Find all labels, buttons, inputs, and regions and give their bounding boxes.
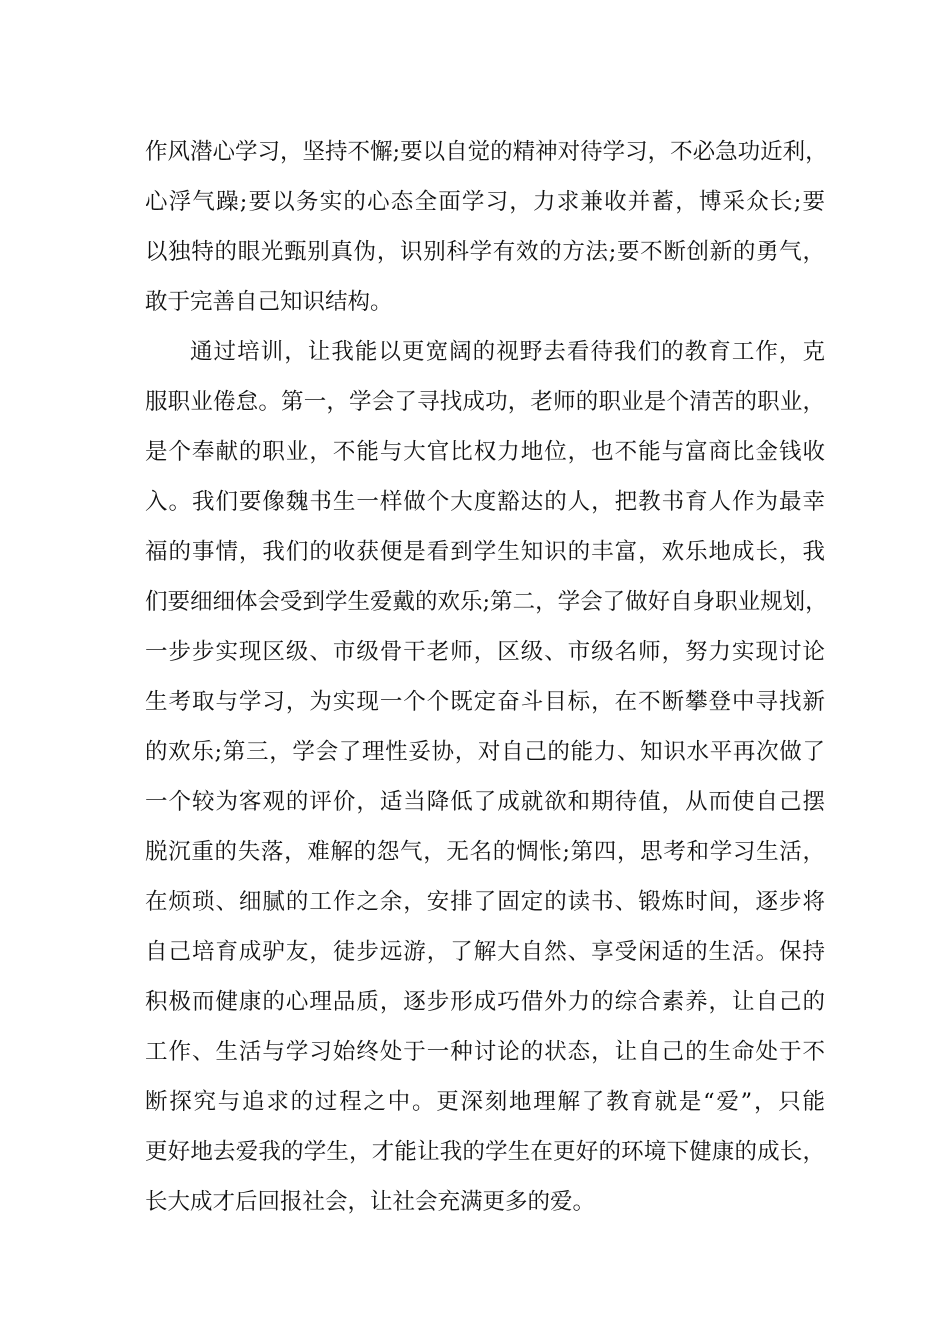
paragraph-1-line-4: 敢于完善自己知识结构。 <box>145 289 393 315</box>
paragraph-2-line-12: 在烦琐、细腻的工作之余，安排了固定的读书、锻炼时间，逐步将 <box>145 889 825 915</box>
paragraph-2-line-8: 生考取与学习，为实现一个个既定奋斗目标，在不断攀登中寻找新 <box>145 689 825 715</box>
paragraph-2-line-1: 通过培训，让我能以更宽阔的视野去看待我们的教育工作，克 <box>190 339 825 365</box>
paragraph-1-line-3: 以独特的眼光甄别真伪，识别科学有效的方法;要不断创新的勇气， <box>145 239 825 265</box>
paragraph-2-line-11: 脱沉重的失落，难解的怨气，无名的惆怅;第四，思考和学习生活， <box>145 839 825 865</box>
paragraph-2-line-13: 自己培育成驴友，徒步远游，了解大自然、享受闲适的生活。保持 <box>145 939 825 965</box>
paragraph-1-line-1: 作风潜心学习，坚持不懈;要以自觉的精神对待学习，不必急功近利， <box>145 139 828 165</box>
paragraph-2-line-18: 长大成才后回报社会，让社会充满更多的爱。 <box>145 1189 596 1215</box>
paragraph-2-line-9: 的欢乐;第三，学会了理性妥协，对自己的能力、知识水平再次做了 <box>145 739 825 765</box>
paragraph-1-line-2: 心浮气躁;要以务实的心态全面学习，力求兼收并蓄，博采众长;要 <box>145 189 825 215</box>
paragraph-2-line-7: 一步步实现区级、市级骨干老师，区级、市级名师，努力实现讨论 <box>145 639 825 665</box>
paragraph-2-line-16: 断探究与追求的过程之中。更深刻地理解了教育就是“爱”，只能 <box>145 1089 825 1115</box>
paragraph-2-line-17: 更好地去爱我的学生，才能让我的学生在更好的环境下健康的成长， <box>145 1139 825 1165</box>
paragraph-2-line-15: 工作、生活与学习始终处于一种讨论的状态，让自己的生命处于不 <box>145 1039 825 1065</box>
paragraph-2-line-10: 一个较为客观的评价，适当降低了成就欲和期待值，从而使自己摆 <box>145 789 825 815</box>
paragraph-2-line-4: 入。我们要像魏书生一样做个大度豁达的人，把教书育人作为最幸 <box>145 489 825 515</box>
paragraph-2-line-5: 福的事情，我们的收获便是看到学生知识的丰富，欢乐地成长，我 <box>145 539 825 565</box>
paragraph-2-line-6: 们要细细体会受到学生爱戴的欢乐;第二，学会了做好自身职业规划， <box>145 589 828 615</box>
paragraph-2-line-3: 是个奉献的职业，不能与大官比权力地位，也不能与富商比金钱收 <box>145 439 825 465</box>
paragraph-2-line-2: 服职业倦怠。第一，学会了寻找成功，老师的职业是个清苦的职业， <box>145 389 825 415</box>
paragraph-2-line-14: 积极而健康的心理品质，逐步形成巧借外力的综合素养，让自己的 <box>145 989 825 1015</box>
